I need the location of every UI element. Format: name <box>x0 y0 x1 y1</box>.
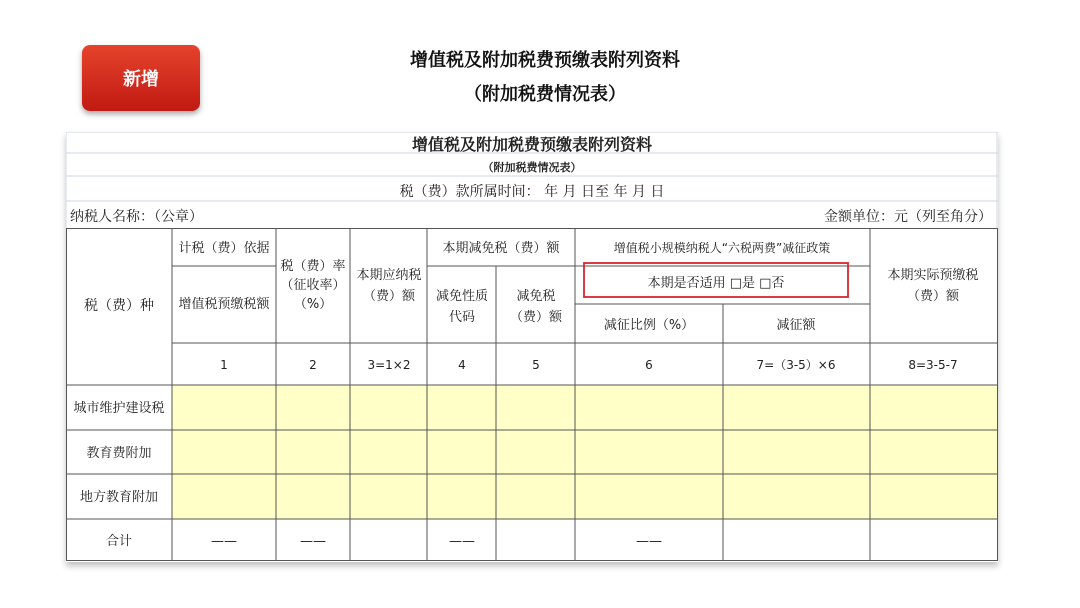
total-dash: —— <box>300 534 326 549</box>
row-label-education-surcharge: 教育费附加 <box>86 446 152 461</box>
header-basis-col: 增值税预缴税额 <box>178 297 270 312</box>
column-number: 7=（3-5）×6 <box>756 358 836 372</box>
column-number: 2 <box>309 358 317 372</box>
header-relief-group: 本期减免税（费）额 <box>442 241 560 256</box>
row-label-total: 合计 <box>105 534 133 549</box>
header-policy-applicable: 本期是否适用 □是 □否 <box>647 276 785 291</box>
column-number: 4 <box>458 358 466 372</box>
header-actual: （费）额 <box>906 289 960 304</box>
slide-subtitle: （附加税费情况表） <box>464 84 626 105</box>
new-badge: 新增 <box>82 45 200 111</box>
form-title: 增值税及附加税费预缴表附列资料 <box>411 135 653 154</box>
header-rate: 税（费）率 <box>280 259 346 274</box>
total-dash: —— <box>449 534 475 549</box>
header-policy-ratio: 减征比例（%） <box>603 318 695 333</box>
header-payable: （费）额 <box>362 289 416 304</box>
row-label-local-education-surcharge: 地方教育附加 <box>79 490 159 505</box>
header-basis-group: 计税（费）依据 <box>178 241 270 256</box>
header-actual: 本期实际预缴税 <box>887 268 979 283</box>
data-cells-highlight <box>66 385 997 519</box>
header-relief-code: 减免性质 <box>435 289 489 304</box>
form-sheet <box>66 132 998 562</box>
header-rate: （%） <box>293 297 333 312</box>
header-payable: 本期应纳税 <box>356 268 422 283</box>
header-policy-group: 增值税小规模纳税人“六税两费”减征政策 <box>613 241 831 255</box>
total-dash: —— <box>211 534 237 549</box>
taxpayer-name: 纳税人名称：（公章） <box>70 209 203 225</box>
amount-unit: 金额单位：元（列至角分） <box>824 209 992 225</box>
column-number: 5 <box>532 358 540 372</box>
column-number: 8=3-5-7 <box>908 358 958 372</box>
slide-title: 增值税及附加税费预缴表附列资料 <box>410 50 680 71</box>
header-rate: （征收率） <box>280 278 346 293</box>
header-policy-amount: 减征额 <box>776 318 816 333</box>
column-number: 6 <box>645 358 653 372</box>
form-subtitle: （附加税费情况表） <box>482 161 582 174</box>
tax-period: 税（费）款所属时间： 年 月 日至 年 月 日 <box>399 184 665 200</box>
row-label-city-construction-tax: 城市维护建设税 <box>73 401 165 416</box>
column-number: 3=1×2 <box>367 358 411 372</box>
header-relief-amount: 减免税 <box>516 289 556 304</box>
header-relief-code: 代码 <box>448 310 476 325</box>
header-relief-amount: （费）额 <box>509 310 563 325</box>
total-dash: —— <box>636 534 662 549</box>
column-number: 1 <box>220 358 228 372</box>
header-tax-type: 税（费）种 <box>84 298 154 314</box>
